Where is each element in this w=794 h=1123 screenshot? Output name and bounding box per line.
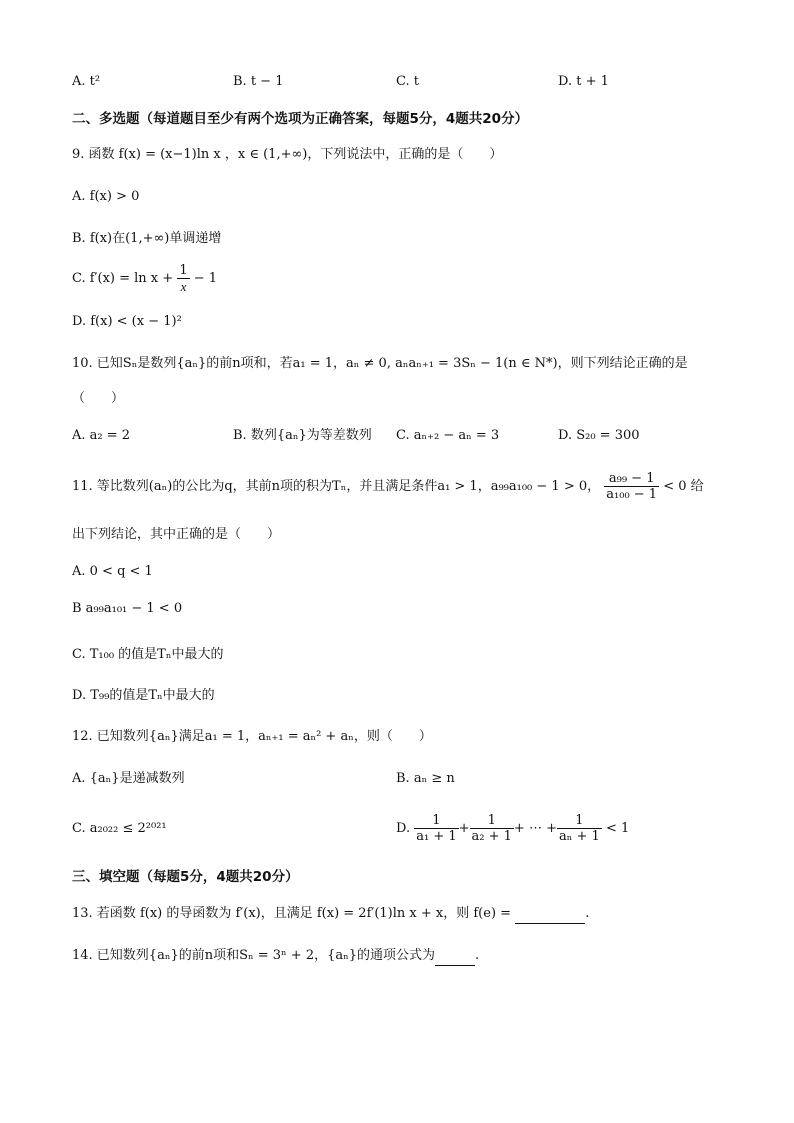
q9-c-denominator: x	[180, 279, 187, 294]
q8-option-c: C. t	[396, 74, 419, 89]
q11-option-c: C. T₁₀₀ 的值是Tₙ中最大的	[72, 647, 224, 662]
q10-stem: 10. 已知Sₙ是数列{aₙ}的前n项和，若a₁ = 1，aₙ ≠ 0, aₙaₙ₊₁ = 3Sₙ − 1(n ∈ N*)，则下列结论正确的是	[72, 356, 688, 371]
q13-end: .	[585, 906, 590, 921]
q11-option-b: B a₉₉a₁₀₁ − 1 < 0	[72, 601, 183, 616]
q14-end: .	[475, 948, 480, 963]
q12-d-tail: < 1	[605, 821, 630, 836]
section-3-heading: 三、填空题（每题5分，4题共20分）	[72, 869, 299, 885]
q10-option-a: A. a₂ = 2	[72, 428, 131, 443]
q13-stem: 13. 若函数 f(x) 的导函数为 f′(x)，且满足 f(x) = 2f′(1)ln x + x，则 f(e) =	[72, 906, 512, 921]
q12-d-num-3: 1	[557, 813, 602, 829]
q12-stem: 12. 已知数列{aₙ}满足a₁ = 1，aₙ₊₁ = aₙ² + aₙ，则（ ）	[72, 729, 432, 744]
section-2-heading: 二、多选题（每道题目至少有两个选项为正确答案，每题5分，4题共20分）	[72, 111, 529, 127]
q13-answer-blank[interactable]	[515, 905, 585, 924]
q10-option-d: D. S₂₀ = 300	[558, 428, 640, 443]
q8-option-d: D. t + 1	[558, 74, 609, 89]
q10-paren: （ ）	[72, 391, 125, 406]
q12-option-b: B. aₙ ≥ n	[396, 771, 455, 786]
q10-option-c: C. aₙ₊₂ − aₙ = 3	[396, 428, 500, 443]
q11-fraction	[604, 471, 659, 502]
q11-option-d: D. T₉₉的值是Tₙ中最大的	[72, 688, 215, 703]
q9-c-fraction	[177, 263, 189, 294]
q10-option-b: B. 数列{aₙ}为等差数列	[233, 428, 372, 443]
q9-option-d: D. f(x) < (x − 1)²	[72, 314, 182, 329]
q12-option-a: A. {aₙ}是递减数列	[72, 771, 185, 786]
q14-answer-blank[interactable]	[435, 947, 475, 966]
q9-c-prefix: C. f′(x) = ln x +	[72, 271, 174, 286]
q9-c-numerator: 1	[179, 263, 188, 278]
q12-d-den-2: a₂ + 1	[471, 829, 512, 844]
q9-c-suffix: − 1	[193, 271, 218, 286]
q11-stem-line2: 出下列结论，其中正确的是（ ）	[72, 527, 281, 542]
q12-d-den-1: a₁ + 1	[416, 829, 457, 844]
q12-d-fraction-2	[470, 813, 514, 844]
q14-line	[72, 947, 479, 966]
q11-stem-tail: < 0 给	[663, 479, 704, 494]
q8-option-a: A. t²	[72, 74, 101, 89]
q12-d-den-3: aₙ + 1	[558, 829, 600, 844]
q12-d-num-1: 1	[414, 813, 458, 829]
q12-d-fraction-1	[414, 813, 458, 844]
q9-stem: 9. 函数 f(x) = (x−1)ln x ，x ∈ (1,+∞)，下列说法中，正确的是（ ）	[72, 147, 503, 162]
q9-option-a: A. f(x) > 0	[72, 189, 140, 204]
q11-frac-numerator: a₉₉ − 1	[604, 471, 659, 487]
q9-option-b: B. f(x)在(1,+∞)单调递增	[72, 231, 222, 246]
q11-stem-line1	[72, 470, 704, 504]
q9-option-c	[72, 262, 217, 296]
q11-stem: 11. 等比数列(aₙ)的公比为q，其前n项的积为Tₙ，并且满足条件a₁ > 1，a₉₉a₁₀₀ − 1 > 0，	[72, 479, 601, 494]
q8-option-b: B. t − 1	[233, 74, 284, 89]
q12-d-label: D.	[396, 821, 411, 836]
q14-stem: 14. 已知数列{aₙ}的前n项和Sₙ = 3ⁿ + 2，{aₙ}的通项公式为	[72, 948, 436, 963]
q12-d-mid: + ⋯ +	[513, 821, 557, 836]
q11-option-a: A. 0 < q < 1	[72, 564, 153, 579]
q12-d-num-2: 1	[470, 813, 514, 829]
q13-line	[72, 905, 589, 924]
q12-d-fraction-3	[557, 813, 602, 844]
q11-frac-denominator: a₁₀₀ − 1	[606, 487, 658, 502]
q12-option-d: D. $\frac{1}{\text{a₁ + 1}}$ + $\frac{1}{\text{a₂ + 1}}$ + ⋯ + $\frac{1}{\text{aₙ + 1}}$ < 1	[396, 813, 630, 844]
q12-option-c: C. a₂₀₂₂ ≤ 2²⁰²¹	[72, 821, 167, 836]
